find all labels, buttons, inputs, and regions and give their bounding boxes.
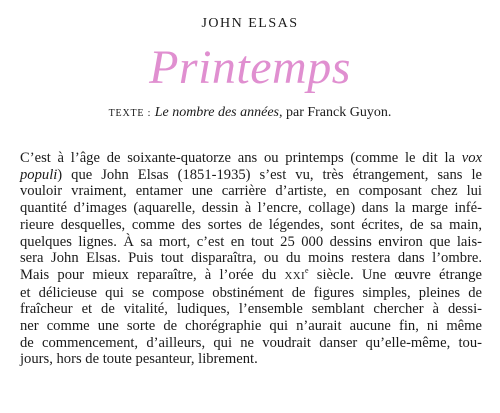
credit-label: TEXTE :	[108, 108, 152, 119]
body-text-segment: C’est à l’âge de soixante-quatorze ans ou printemps (comme le dit la	[20, 150, 462, 166]
body-line	[20, 267, 482, 285]
century-numeral: XXI	[284, 269, 305, 282]
body-line: ner comme une sorte de chorégraphie qui n’aurait aucune fin, ni même	[20, 318, 482, 335]
page-title: Printemps	[149, 41, 351, 94]
author-name: JOHN ELSAS	[201, 16, 299, 31]
body-italic-segment: populi	[20, 166, 58, 183]
body-italic-segment: vox	[461, 150, 482, 166]
body-line	[20, 150, 482, 167]
body-line: rieure desquelles, comme des sortes de légendes, sont écrites, de sa main,	[20, 216, 482, 233]
body-text-segment: ) que John Elsas (1851-1935) s’est vu, très étrangement, sans le	[57, 166, 482, 183]
body-line: et délicieuse qui se compose obstinément de figures simples, pleines de	[20, 284, 482, 301]
body-paragraph	[20, 150, 482, 368]
text-credit	[0, 104, 500, 123]
body-text-segment: Mais pour mieux reparaître, à l’orée du	[20, 266, 285, 283]
body-line	[20, 167, 482, 184]
body-line: fraîcheur et de vitalité, ludiques, l’ensemble semblant chercher à dessi-	[20, 301, 482, 318]
body-line: jours, hors de toute pesanteur, librement.	[20, 351, 258, 368]
credit-author: , par Franck Guyon.	[278, 105, 392, 120]
body-line: sera John Elsas. Puis tout disparaîtra, ou du moins restera dans l’ombre.	[20, 250, 482, 267]
credit-work-title: Le nombre des années	[154, 105, 279, 120]
body-text-segment: siècle. Une œuvre étrange	[308, 266, 482, 283]
body-line: de commencement, d’ailleurs, qui ne voudrait danser qu’elle-même, tou-	[20, 334, 482, 351]
body-line: vouloir vraiment, entamer une carrière d’artiste, en composant chez lui	[20, 183, 482, 200]
body-line: quantité d’images (aquarelle, dessin à l’encre, collage) dans la marge infé-	[20, 200, 482, 217]
body-line: quelques lignes. À sa mort, c’est en tout 25 000 dessins environ que lais-	[20, 233, 482, 250]
century-superscript: e	[305, 266, 309, 276]
